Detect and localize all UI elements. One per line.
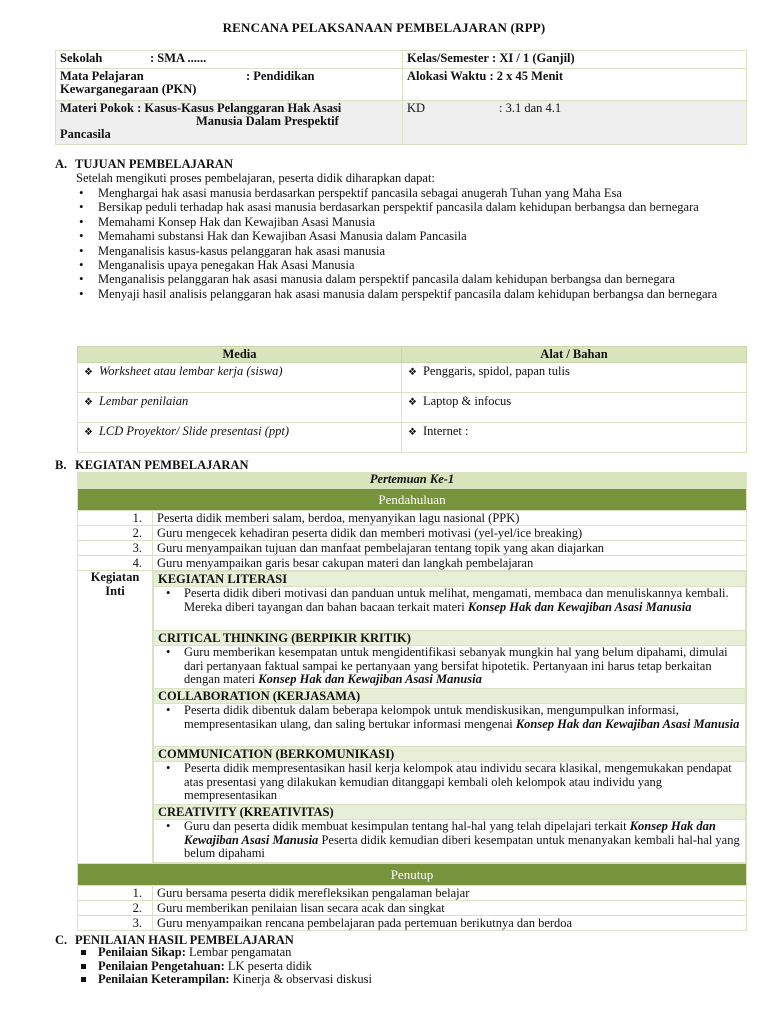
list-item: Penilaian Keterampilan: Kinerja & observasi diskusi [76,973,372,987]
list-item: • Menyaji hasil analisis pelanggaran hak asasi manusia dalam perspektif pancasila dalam kehidupan berbangsa dan bernegara [76,287,744,301]
kegiatan-inti-content [153,571,747,864]
materi-value-cont2: Pancasila [60,127,111,141]
row-number: 2. [78,901,153,916]
list-item: Penilaian Pengetahuan: LK peserta didik [76,960,372,974]
media-table [77,346,747,453]
diamond-bullet-icon: ❖ [84,427,93,438]
collab-title: COLLABORATION (KERJASAMA) [154,689,746,704]
table-row [78,393,747,423]
literasi-item: • Peserta didik diberi motivasi dan panduan untuk melihat, mengamati, membaca dan menuliskannya kembali. Mereka diberi tayangan dan bahan bacaan terkait materi Konsep Hak dan Kewajiban Asasi Manusia [154,587,746,631]
section-b-heading [55,458,249,473]
literasi-title: KEGIATAN LITERASI [154,572,746,587]
row-number: 1. [78,511,153,526]
info-table [55,50,747,145]
media-cell: ❖ LCD Proyektor/ Slide presentasi (ppt) [78,423,402,453]
alat-cell: ❖ Penggaris, spidol, papan tulis [402,363,747,393]
list-item: • Menganalisis upaya penegakan Hak Asasi Manusia [76,258,744,272]
creat-item: • Guru dan peserta didik membuat kesimpulan tentang hal-hal yang telah dipelajari terkait Konsep Hak dan Kewajiban Asasi Manusia Peserta didik kemudian diberi kesempatan untuk menanyakan kembali hal-hal yang belum dipahami [154,820,746,863]
kd-cell [403,101,747,145]
sekolah-value: : SMA ...... [150,51,207,65]
critical-item: • Guru memberikan kesempatan untuk mengidentifikasi sebanyak mungkin hal yang belum dipahami, dimulai dari pertanyaan faktual sampai ke pertanyaan yang bersifat hipotetik. Pertanyaan ini harus tetap berkaitan dengan materi Konsep Hak dan Kewajiban Asasi Manusia [154,646,746,689]
mapel-label: Mata Pelajaran [60,69,144,83]
comm-title: COMMUNICATION (BERKOMUNIKASI) [154,747,746,762]
creat-title: CREATIVITY (KREATIVITAS) [154,805,746,820]
row-number: 4. [78,556,153,571]
document-title: RENCANA PELAKSANAAN PEMBELAJARAN (RPP) [222,20,546,35]
section-c-title: PENILAIAN HASIL PEMBELAJARAN [75,933,294,947]
materi-cell [56,101,403,145]
sekolah-cell [56,51,403,69]
row-number: 2. [78,526,153,541]
section-a-intro: Setelah mengikuti proses pembelajaran, peserta didik diharapkan dapat: [76,171,435,185]
row-number: 3. [78,541,153,556]
list-item: • Bersikap peduli terhadap hak asasi manusia berdasarkan perspektif pancasila dalam kehidupan berbangsa dan bernegara [76,200,744,214]
list-item: • Menganalisis pelanggaran hak asasi manusia dalam perspektif pancasila dalam kehidupan berbangsa dan bernegara [76,272,744,286]
section-a-number: A. [55,157,68,171]
media-cell: ❖ Lembar penilaian [78,393,402,423]
materi-value: : Kasus-Kasus Pelanggaran Hak Asasi [137,101,342,115]
pendahuluan-item: Guru mengecek kehadiran peserta didik dan memberi motivasi (yel-yel/ice breaking) [153,526,747,541]
pendahuluan-item: Peserta didik memberi salam, berdoa, menyanyikan lagu nasional (PPK) [153,511,747,526]
media-cell: ❖ Worksheet atau lembar kerja (siswa) [78,363,402,393]
penutup-band: Penutup [78,864,747,886]
kegiatan-table [77,472,747,931]
alokasi-value: : 2 x 45 Menit [489,69,564,83]
list-item: • Menghargai hak asasi manusia berdasarkan perspektif pancasila sebagai anugerah Tuhan yang Maha Esa [76,186,744,200]
kd-label: KD [407,101,426,115]
comm-item: • Peserta didik mempresentasikan hasil kerja kelompok atau individu secara klasikal, mengemukakan pendapat atas presentasi yang dilakukan kemudian ditanggapi kembali oleh kelompok atau individu yang mempresentasikan [154,762,746,805]
list-item: Penilaian Sikap: Lembar pengamatan [76,946,372,960]
pertemuan-label: Pertemuan Ke-1 [78,473,747,489]
section-a-title: TUJUAN PEMBELAJARAN [75,157,233,171]
media-header: Media [78,347,402,363]
penutup-item: Guru menyampaikan rencana pembelajaran pada pertemuan berikutnya dan berdoa [153,916,747,931]
collab-item: • Peserta didik dibentuk dalam beberapa kelompok untuk mendiskusikan, mengumpulkan informasi, mempresentasikan ulang, dan saling bertukar informasi mengenai Konsep Hak dan Kewajiban Asasi Manusia [154,704,746,747]
list-item: • Memahami substansi Hak dan Kewajiban Asasi Manusia dalam Pancasila [76,229,744,243]
section-c-number: C. [55,933,68,947]
mapel-value-cont: Kewarganegaraan (PKN) [60,82,197,96]
alat-cell: ❖ Internet : [402,423,747,453]
pendahuluan-item: Guru menyampaikan garis besar cakupan materi dan langkah pembelajaran [153,556,747,571]
list-item: • Menganalisis kasus-kasus pelanggaran hak asasi manusia [76,244,744,258]
section-a-heading [55,157,233,172]
diamond-bullet-icon: ❖ [408,367,417,378]
penilaian-list [76,946,372,987]
alat-cell: ❖ Laptop & infocus [402,393,747,423]
kelas-value: : XI / 1 (Ganjil) [492,51,575,65]
list-item: • Memahami Konsep Hak dan Kewajiban Asasi Manusia [76,215,744,229]
diamond-bullet-icon: ❖ [408,427,417,438]
kd-value: : 3.1 dan 4.1 [499,101,562,115]
alat-header: Alat / Bahan [402,347,747,363]
penutup-item: Guru memberikan penilaian lisan secara acak dan singkat [153,901,747,916]
table-row [78,363,747,393]
tujuan-list [76,186,744,301]
kelas-cell [403,51,747,69]
mapel-cell [56,69,403,101]
materi-label: Materi Pokok [60,101,134,115]
alokasi-label: Alokasi Waktu [407,69,487,83]
row-number: 1. [78,886,153,901]
kegiatan-inti-table [153,571,746,863]
diamond-bullet-icon: ❖ [408,397,417,408]
section-b-title: KEGIATAN PEMBELAJARAN [75,458,249,472]
materi-value-cont: Manusia Dalam Prespektif [196,114,339,128]
kegiatan-inti-label: Kegiatan Inti [78,571,153,864]
pendahuluan-item: Guru menyampaikan tujuan dan manfaat pembelajaran tentang topik yang akan diajarkan [153,541,747,556]
row-number: 3. [78,916,153,931]
penutup-item: Guru bersama peserta didik merefleksikan pengalaman belajar [153,886,747,901]
diamond-bullet-icon: ❖ [84,367,93,378]
section-b-number: B. [55,458,67,472]
mapel-value: : Pendidikan [246,69,315,83]
alokasi-cell [403,69,747,101]
critical-title: CRITICAL THINKING (BERPIKIR KRITIK) [154,631,746,646]
sekolah-label: Sekolah [60,51,103,65]
diamond-bullet-icon: ❖ [84,397,93,408]
kelas-label: Kelas/Semester [407,51,489,65]
table-row [78,423,747,453]
pendahuluan-band: Pendahuluan [78,489,747,511]
